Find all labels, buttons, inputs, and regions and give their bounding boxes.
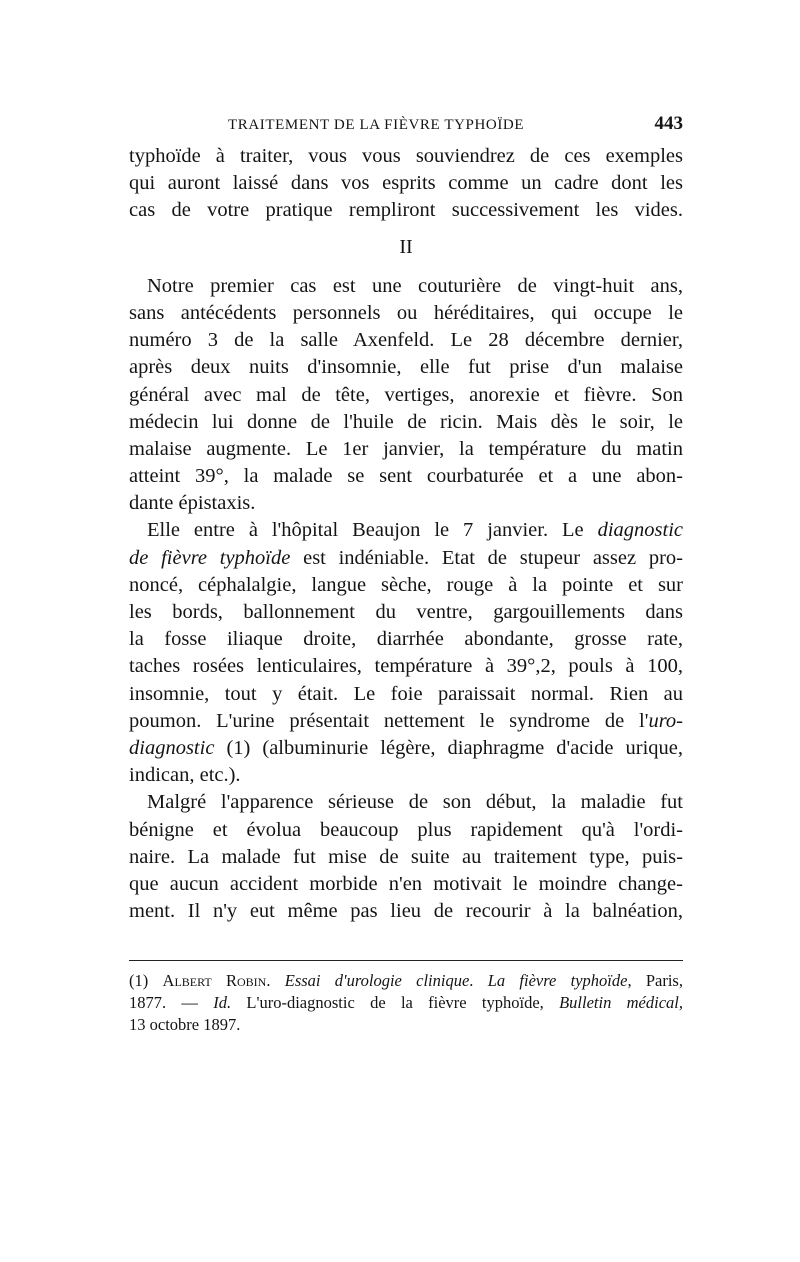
footnote-title: L'uro-diagnostic de la fièvre typhoïde, — [231, 993, 560, 1012]
text-line: typhoïde à traiter, vous vous souviendrez de ces exemples — [129, 145, 683, 167]
page-header — [128, 113, 683, 139]
italic-term: de fièvre typhoïde — [129, 546, 291, 569]
running-title: TRAITEMENT DE LA FIÈVRE TYPHOÏDE — [228, 117, 525, 133]
text-line: Malgré l'apparence sérieuse de son début, la maladie fut — [147, 791, 683, 814]
text-line: numéro 3 de la salle Axenfeld. Le 28 décembre dernier, — [129, 329, 683, 352]
text-line: général avec mal de tête, vertiges, anorexie et fièvre. Son — [129, 383, 683, 406]
text-line — [129, 708, 683, 735]
text-line — [129, 545, 683, 572]
footnote-line — [129, 992, 683, 1014]
footnote-ibid: Id. — [213, 993, 232, 1012]
text-line: dante épistaxis. — [129, 492, 256, 515]
text-line: noncé, céphalalgie, langue sèche, rouge à la pointe et sur — [129, 573, 683, 596]
footnote — [129, 970, 683, 1036]
text-span: Elle entre à l'hôpital Beaujon le 7 janvier. Le — [147, 519, 598, 542]
text-line: atteint 39°, la malade se sent courbaturée et a une abon- — [129, 465, 683, 488]
text-span: , Paris, — [627, 971, 683, 990]
text-line: qui auront laissé dans vos esprits comme un cadre dont les — [129, 172, 683, 195]
italic-term: uro- — [648, 709, 683, 732]
footnote-work: Essai d'urologie clinique — [284, 971, 470, 990]
text-line: ment. Il n'y eut même pas lieu de recourir à la balnéation, — [129, 900, 683, 923]
text-line: cas de votre pratique rempliront successivement les vides. — [129, 199, 683, 222]
text-line: naire. La malade fut mise de suite au traitement type, puis- — [129, 845, 683, 868]
footnote-line — [129, 970, 683, 992]
footnote-divider — [129, 960, 683, 961]
text-line: bénigne et évolua beaucoup plus rapidement qu'à l'ordi- — [129, 818, 683, 841]
main-text — [129, 143, 683, 925]
text-line — [129, 517, 683, 544]
text-line: médecin lui donne de l'huile de ricin. Mais dès le soir, le — [129, 410, 683, 433]
italic-term: diagnostic — [597, 519, 683, 542]
text-line: indican, etc.). — [129, 764, 241, 787]
footnote-author: Albert Robin — [162, 971, 267, 990]
text-line: malaise augmente. Le 1er janvier, la température du matin — [129, 437, 683, 460]
text-line — [129, 735, 683, 762]
text-span: est indéniable. Etat de stupeur assez pro- — [290, 546, 683, 569]
page-number: 443 — [654, 113, 683, 134]
text-span: . — [266, 971, 285, 990]
text-span: . — [469, 971, 488, 990]
footnote-marker: (1) — [129, 971, 163, 990]
text-line: Notre premier cas est une couturière de vingt-huit ans, — [147, 274, 683, 297]
text-line: insomnie, tout y était. Le foie paraissait normal. Rien au — [129, 682, 683, 705]
text-line: sans antécédents personnels ou héréditaires, qui occupe le — [129, 301, 683, 324]
text-line: que aucun accident morbide n'en motivait le moindre change- — [129, 872, 683, 895]
italic-term: diagnostic — [129, 736, 215, 759]
text-line: la fosse iliaque droite, diarrhée abondante, grosse rate, — [129, 628, 683, 651]
footnote-year: 1877. — — [129, 993, 214, 1012]
text-span: (1) (albuminurie légère, diaphragme d'acide urique, — [214, 736, 683, 759]
footnote-journal: Bulletin médical, — [559, 993, 683, 1012]
text-line: les bords, ballonnement du ventre, gargouillements dans — [129, 601, 683, 624]
footnote-work: La fièvre typhoïde — [487, 971, 628, 990]
text-span: poumon. L'urine présentait nettement le syndrome de l' — [129, 709, 649, 732]
text-line: taches rosées lenticulaires, température à 39°,2, pouls à 100, — [129, 655, 683, 678]
footnote-line: 13 octobre 1897. — [129, 1015, 241, 1034]
section-numeral: II — [399, 235, 413, 258]
text-line: après deux nuits d'insomnie, elle fut prise d'un malaise — [129, 356, 683, 379]
